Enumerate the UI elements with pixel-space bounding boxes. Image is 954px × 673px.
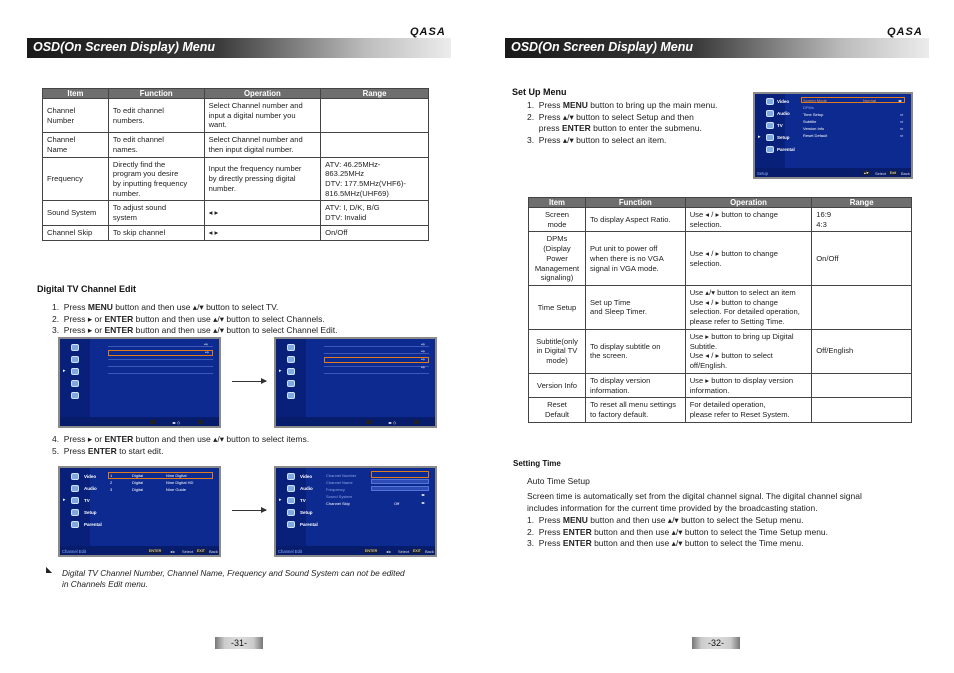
row-type: Digital: [132, 473, 144, 478]
table-cell: Set up Time and Sleep Timer.: [585, 286, 685, 330]
table-cell: Screen mode: [529, 208, 586, 232]
table-cell: ◂ ▸: [204, 225, 321, 240]
key-exit: Exit: [890, 171, 896, 175]
table-row: [529, 329, 912, 373]
column-header-item: Item: [43, 89, 109, 99]
step-text: press: [527, 123, 562, 134]
setup-menu-table: [528, 197, 912, 423]
row-name: Nine Guide: [166, 487, 187, 492]
menu-label-parental: Parental: [777, 147, 795, 152]
menu-label-audio: Audio: [300, 486, 313, 491]
key-enter: ENTER: [365, 549, 378, 553]
menu-label-video: Video: [84, 474, 97, 479]
table-cell: Subtitle(only in Digital TV mode): [529, 329, 586, 373]
setup-item: DPMs: [803, 105, 814, 110]
table-cell: To edit channel names.: [108, 133, 204, 157]
setup-icon: [71, 509, 79, 516]
table-cell: Frequency: [43, 157, 109, 201]
step-text: 4. Press ▸ or: [52, 434, 105, 444]
selected-field: [371, 471, 429, 478]
step-item: [527, 123, 717, 135]
tv-icon: [71, 497, 79, 504]
menu-label-setup: Setup: [777, 135, 790, 140]
table-cell: On/Off: [321, 225, 429, 240]
auto-time-setup-subtitle: Auto Time Setup: [527, 476, 590, 486]
tv-icon: [71, 368, 79, 375]
steps-list: [52, 302, 337, 337]
setup-icon: [287, 509, 295, 516]
table-cell: Reset Default: [529, 398, 586, 422]
section-header-bar: [505, 38, 929, 58]
video-icon: [766, 98, 774, 105]
section-header-bar: [27, 38, 451, 58]
page-header-title: OSD(On Screen Display) Menu: [511, 40, 693, 54]
step-item: [527, 112, 717, 124]
table-cell: Time Setup: [529, 286, 586, 330]
channel-edit-table: [42, 88, 429, 241]
menu-label-setup: Setup: [84, 510, 97, 515]
step-text: 2. Press ▸ or: [52, 313, 105, 324]
row-type: Digital: [132, 487, 144, 492]
setup-icon: [287, 380, 295, 387]
steps-list: [527, 100, 717, 147]
table-row: [529, 373, 912, 397]
setting-time-title: Setting Time: [513, 459, 561, 468]
column-header-function: Function: [108, 89, 204, 99]
key-hint-back: Back: [901, 171, 910, 176]
table-row: [43, 133, 429, 157]
key-hint-select: Select: [398, 549, 410, 554]
step-text: button and then use ▴/▾ button to select TV.: [112, 302, 279, 312]
menu-label-audio: Audio: [777, 111, 790, 116]
tv-icon: [287, 368, 295, 375]
step-text: button and then use ▴/▾ button to select Channel Edit.: [133, 325, 338, 336]
key-enter: ENTER: [149, 549, 162, 553]
step-key: ENTER: [562, 538, 592, 549]
key-exit: EXIT: [413, 549, 421, 553]
table-cell: Use ◂ / ▸ button to change selection.: [685, 208, 812, 232]
field-label: Channel Name: [326, 480, 353, 485]
table-row: [43, 99, 429, 133]
menu-label-tv: TV: [777, 123, 783, 128]
table-cell: Directly find the program you desire by inputting frequency number.: [108, 157, 204, 201]
step-key: ENTER: [104, 313, 134, 324]
table-cell: Sound System: [43, 201, 109, 225]
step-text: 2. Press: [527, 526, 563, 537]
table-row: [43, 201, 429, 225]
page-32: [477, 0, 954, 673]
table-row: [529, 286, 912, 330]
table-cell: Channel Name: [43, 133, 109, 157]
step-item: [527, 135, 717, 147]
menu-label-parental: Parental: [84, 522, 102, 527]
step-text: button and then use ▴/▾ button to select the Setup menu.: [587, 515, 804, 525]
table-cell: ◂ ▸: [204, 201, 321, 225]
column-header-operation: Operation: [685, 198, 812, 208]
table-row: [529, 208, 912, 232]
menu-label-parental: Parental: [300, 522, 318, 527]
step-item: [52, 434, 309, 446]
table-cell: Use ▸ button to bring up Digital Subtitle. Use ◂ / ▸ button to select off/English.: [685, 329, 812, 373]
setup-item: Screen Mode: [803, 98, 827, 103]
table-cell: ATV: 46.25MHz- 863.25MHz DTV: 177.5MHz(VHF6)- 816.5MHz(UHF69): [321, 157, 429, 201]
row-number: 2: [110, 480, 113, 485]
menu-label-video: Video: [777, 99, 790, 104]
table-cell: To display Aspect Ratio.: [585, 208, 685, 232]
step-key: ENTER: [561, 123, 591, 134]
parental-icon: [287, 392, 295, 399]
audio-icon: [287, 356, 295, 363]
step-item: [52, 325, 337, 337]
setting-time-steps: [527, 515, 828, 550]
step-text: 5. Press: [52, 445, 88, 456]
table-cell: [812, 286, 912, 330]
step-item: [527, 100, 717, 112]
page-number: -32-: [692, 637, 740, 649]
menu-label-video: Video: [300, 474, 313, 479]
video-icon: [71, 473, 79, 480]
parental-icon: [71, 521, 79, 528]
page-header-title: OSD(On Screen Display) Menu: [33, 40, 215, 54]
field-label: Channel Number: [326, 473, 357, 478]
video-icon: [287, 344, 295, 351]
table-cell: Channel Number: [43, 99, 109, 133]
section-title: Digital TV Channel Edit: [37, 284, 137, 294]
table-cell: Select Channel number and then input digital number.: [204, 133, 321, 157]
video-icon: [287, 473, 295, 480]
step-item: [52, 446, 309, 458]
menu-label-tv: TV: [84, 498, 90, 503]
audio-icon: [287, 485, 295, 492]
table-cell: Channel Skip: [43, 225, 109, 240]
table-cell: Off/English: [812, 329, 912, 373]
step-item: [52, 302, 337, 314]
parental-icon: [71, 392, 79, 399]
screen-footer-title: Channel Edit: [62, 549, 86, 554]
parental-icon: [287, 521, 295, 528]
table-cell: To edit channel numbers.: [108, 99, 204, 133]
step-text: button and then use ▴/▾ button to select items.: [133, 434, 310, 444]
column-header-function: Function: [585, 198, 685, 208]
key-hint-back: Back: [425, 549, 434, 554]
audio-icon: [766, 110, 774, 117]
audio-icon: [71, 485, 79, 492]
step-key: MENU: [87, 302, 113, 312]
step-text: 1. Press: [52, 302, 88, 312]
screen-footer-title: Channel Edit: [278, 549, 302, 554]
menu-label-tv: TV: [300, 498, 306, 503]
tv-menu-screen-channel-edit: ▸ ⇨ ⇨ ⇨ ⇨ ◂▸ ◇: [274, 337, 437, 428]
step-key: MENU: [562, 100, 588, 110]
table-cell: [321, 99, 429, 133]
step-key: ENTER: [104, 434, 134, 444]
row-name: Nine Digital: [166, 473, 187, 478]
field-label: Frequency: [326, 487, 345, 492]
column-header-item: Item: [529, 198, 586, 208]
table-cell: ATV: I, D/K, B/G DTV: Invalid: [321, 201, 429, 225]
table-row: [43, 225, 429, 240]
table-cell: Version Info: [529, 373, 586, 397]
setup-item: Version Info: [803, 126, 825, 131]
menu-label-setup: Setup: [300, 510, 313, 515]
table-cell: Input the frequency number by directly pressing digital number.: [204, 157, 321, 201]
tv-channel-edit-detail-screen: Video Audio ▸ TV Setup Parental Channel Number Channel Name Frequency Sound System Channel Skip ◂▸ Off ◂▸ Channel Edit ENTER ◂/▸ Select EXIT Back: [274, 466, 437, 557]
step-key: MENU: [562, 515, 588, 525]
key-hint-select: Select: [182, 549, 194, 554]
setup-item-value: Normal: [863, 98, 876, 103]
selected-row: [108, 350, 213, 356]
field-value: Off: [394, 501, 400, 506]
table-row: [529, 398, 912, 422]
table-cell: Use ▸ button to display version information.: [685, 373, 812, 397]
tv-setup-menu-screen: Video Audio TV ▸ Setup Parental Screen Mode Normal ◂▸ DPMs Time Setup ⇨ Subtitle ⇨ Version Info ⇨ Reset Default ⇨ Setup ▴/▾ Select Exit Back: [753, 92, 913, 179]
table-cell: To display version information.: [585, 373, 685, 397]
step-text: 2. Press ▴/▾ button to select Setup and then: [527, 111, 694, 122]
flow-arrow: [232, 510, 266, 511]
field-label: Sound System: [326, 494, 353, 499]
step-key: ENTER: [87, 445, 117, 456]
step-key: ENTER: [104, 325, 134, 336]
row-type: Digital: [132, 480, 144, 485]
tv-channel-edit-list-screen: Video Audio ▸ TV Setup Parental 1 Digital Nine Digital 2 Digital Nine Digital HD 3 Digital Nine Guide Channel Edit ENTER ◂/▸ Select EXIT Back: [58, 466, 221, 557]
step-text: to start edit.: [116, 445, 164, 456]
table-cell: Use ◂ / ▸ button to change selection.: [685, 232, 812, 286]
video-icon: [71, 344, 79, 351]
flow-arrow: [232, 381, 266, 382]
step-item: [52, 314, 337, 326]
step-text: button to enter the submenu.: [590, 123, 702, 134]
step-text: button and then use ▴/▾ button to select the Time Setup menu.: [591, 526, 829, 537]
row-name: Nine Digital HD: [166, 480, 194, 485]
table-cell: To skip channel: [108, 225, 204, 240]
table-cell: To reset all menu settings to factory default.: [585, 398, 685, 422]
step-text: 1. Press: [527, 515, 563, 525]
field-label: Channel Skip: [326, 501, 350, 506]
key-hint-back: Back: [209, 549, 218, 554]
page-number: -31-: [215, 637, 263, 649]
key-hint-select: Select: [875, 171, 887, 176]
column-header-operation: Operation: [204, 89, 321, 99]
step-key: ENTER: [562, 526, 592, 537]
setup-icon: [766, 134, 774, 141]
steps-list-2: [52, 434, 309, 457]
step-text: button to bring up the main menu.: [587, 100, 718, 110]
screen-footer-title: Setup: [757, 171, 768, 176]
table-cell: [812, 373, 912, 397]
table-cell: [321, 133, 429, 157]
row-number: 1: [110, 473, 113, 478]
table-cell: Use ▴/▾ button to select an item Use ◂ / ▸ button to change selection. For detailed operation, please refer to Setting Time.: [685, 286, 812, 330]
brand-logo: QASA: [887, 26, 923, 38]
step-text: 1. Press: [527, 100, 563, 110]
table-row: [529, 232, 912, 286]
table-cell: For detailed operation, please refer to Reset System.: [685, 398, 812, 422]
table-cell: [812, 398, 912, 422]
setup-item: Subtitle: [803, 119, 817, 124]
step-text: 3. Press ▴/▾ button to select an item.: [527, 135, 667, 146]
step-text: button and then use ▴/▾ button to select the Time menu.: [591, 538, 804, 549]
step-text: 3. Press: [527, 538, 563, 549]
section-title: Set Up Menu: [512, 87, 567, 97]
parental-icon: [766, 146, 774, 153]
row-number: 3: [110, 487, 113, 492]
table-row: [43, 157, 429, 201]
step-item: [527, 527, 828, 539]
step-item: [527, 515, 828, 527]
audio-icon: [71, 356, 79, 363]
table-cell: Select Channel number and input a digital number you want.: [204, 99, 321, 133]
setting-time-paragraph: Screen time is automatically set from the digital channel signal. The digital channel signal includes information for the current time provided by the broadcasting station.: [527, 491, 862, 513]
setup-item: Time Setup: [803, 112, 824, 117]
key-exit: EXIT: [197, 549, 205, 553]
table-cell: DPMs (Display Power Management signaling): [529, 232, 586, 286]
step-text: button and then use ▴/▾ button to select Channels.: [133, 313, 325, 324]
table-cell: 16:9 4:3: [812, 208, 912, 232]
tv-icon: [766, 122, 774, 129]
tv-icon: [287, 497, 295, 504]
column-header-range: Range: [321, 89, 429, 99]
setup-icon: [71, 380, 79, 387]
column-header-range: Range: [812, 198, 912, 208]
table-cell: Put unit to power off when there is no VGA signal in VGA mode.: [585, 232, 685, 286]
note-text: Digital TV Channel Number, Channel Name, Frequency and Sound System can not be edited in Channels Edit menu.: [62, 568, 405, 589]
brand-logo: QASA: [410, 26, 446, 38]
table-cell: To adjust sound system: [108, 201, 204, 225]
step-text: 3. Press ▸ or: [52, 325, 105, 336]
note-icon: ◣: [46, 565, 53, 574]
selected-row: [108, 472, 213, 479]
step-item: [527, 538, 828, 550]
table-cell: On/Off: [812, 232, 912, 286]
selected-row: [324, 357, 429, 363]
menu-label-audio: Audio: [84, 486, 97, 491]
tv-menu-screen-channels: ▸ ⇨ ⇨ ◂▸ ◇: [58, 337, 221, 428]
setup-item: Reset Default: [803, 133, 828, 138]
table-cell: To display subtitle on the screen.: [585, 329, 685, 373]
